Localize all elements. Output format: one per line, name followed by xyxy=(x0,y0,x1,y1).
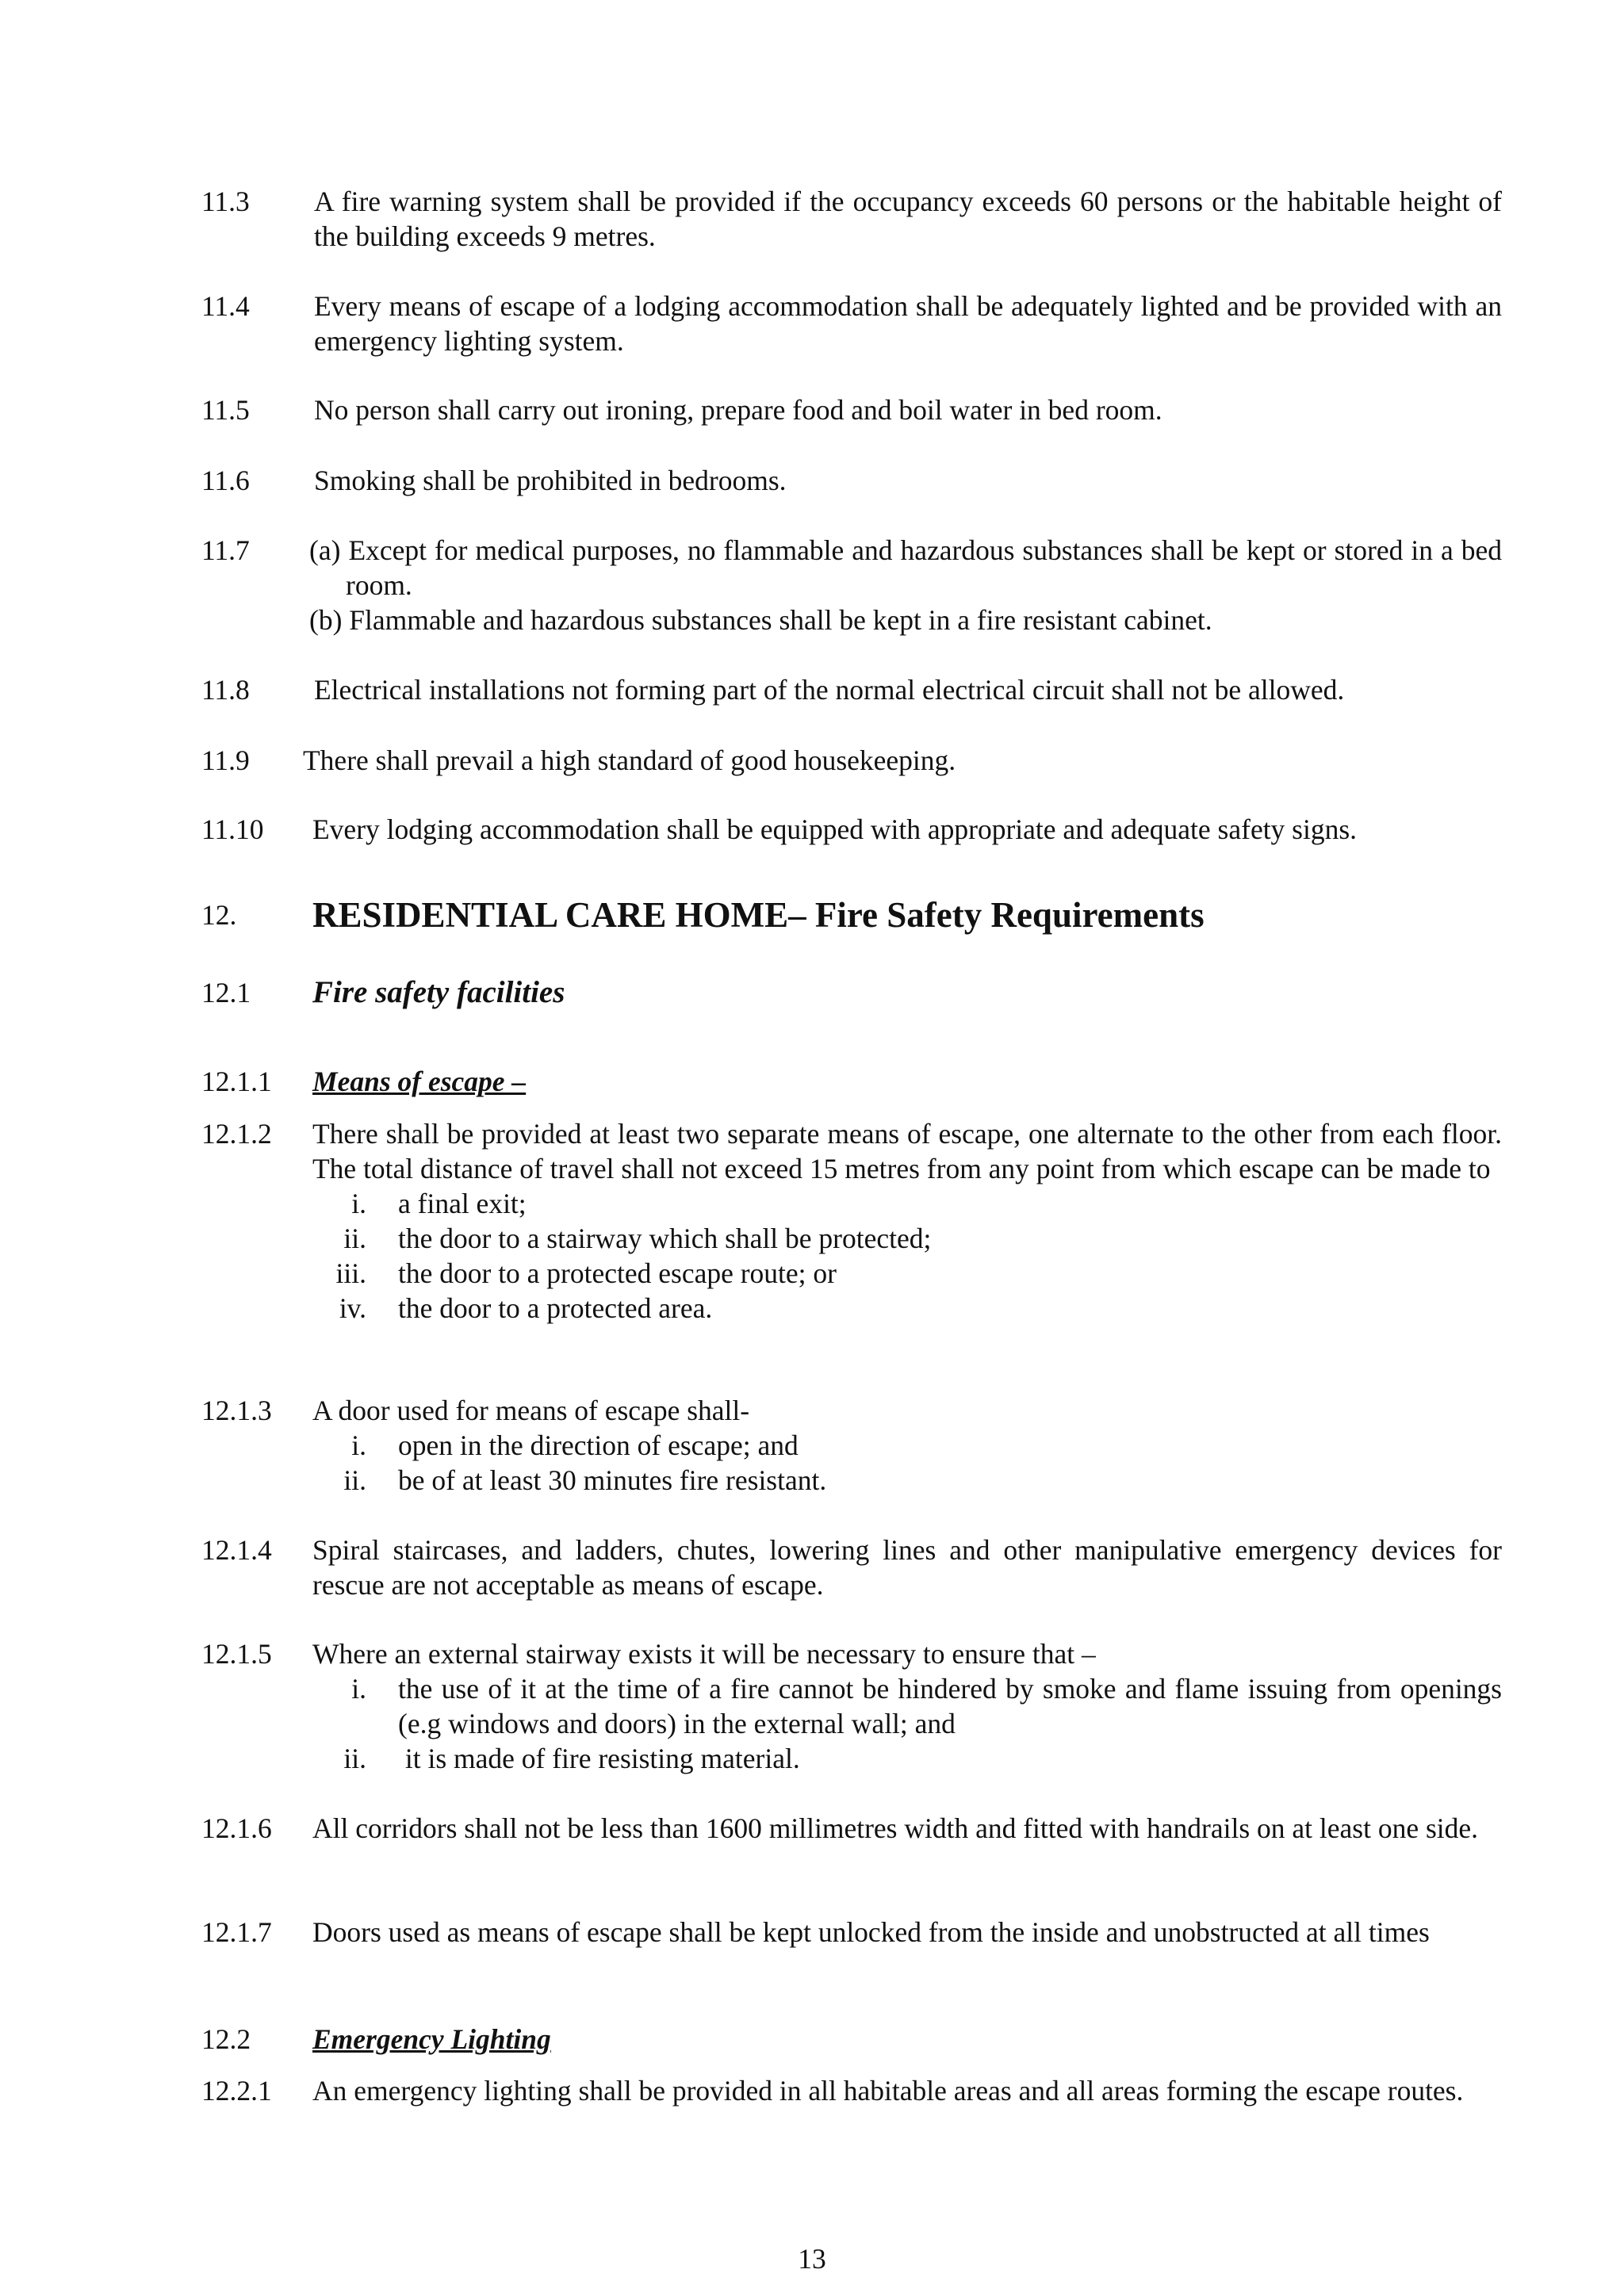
list-item xyxy=(312,1428,1502,1463)
list-numeral: i. xyxy=(351,1673,366,1705)
clause-number: 12.1.7 xyxy=(201,1916,272,1948)
clause-12-1-3 xyxy=(201,1393,1502,1498)
clause-text: There shall be provided at least two separate means of escape, one alternate to the other from each floor. The total distance of travel shall not exceed 15 metres from any point from which escape can be made to xyxy=(312,1118,1502,1184)
clause-12-1-7 xyxy=(201,1915,1502,1950)
clause-item-a xyxy=(309,533,1502,603)
clause-number: 11.6 xyxy=(201,465,250,496)
clause-number: 12.1.6 xyxy=(201,1812,272,1844)
clause-12-1-6 xyxy=(201,1811,1502,1846)
list-item xyxy=(312,1186,1502,1221)
clause-11-3 xyxy=(201,184,1502,254)
roman-list xyxy=(312,1186,1502,1326)
clause-12-1-2 xyxy=(201,1116,1502,1326)
list-numeral: iv. xyxy=(339,1292,366,1324)
clause-11-8 xyxy=(201,672,1502,707)
clause-number: 12.1.3 xyxy=(201,1395,272,1426)
clause-number: 12.1.5 xyxy=(201,1638,272,1670)
item-text: Except for medical purposes, no flammable and hazardous substances shall be kept or stored in a bed room. xyxy=(346,534,1503,601)
clause-number: 11.8 xyxy=(201,674,250,706)
list-item xyxy=(312,1671,1502,1741)
list-text: the door to a protected escape route; or xyxy=(398,1257,837,1289)
list-numeral: ii. xyxy=(343,1223,366,1254)
clause-number: 12.2.1 xyxy=(201,2075,272,2107)
clause-11-7 xyxy=(201,533,1502,637)
list-numeral: ii. xyxy=(343,1743,366,1774)
clause-item-b xyxy=(309,603,1502,637)
clause-text: A fire warning system shall be provided if the occupancy exceeds 60 persons or the habitable height of the building exceeds 9 metres. xyxy=(314,186,1502,252)
item-label: (b) xyxy=(309,604,343,636)
clause-text: Spiral staircases, and ladders, chutes, lowering lines and other manipulative emergency devices for rescue are not acceptable as means of escape. xyxy=(312,1534,1502,1601)
clause-text: A door used for means of escape shall- xyxy=(312,1395,750,1426)
clause-number: 11.7 xyxy=(201,534,250,566)
clause-text: All corridors shall not be less than 1600 millimetres width and fitted with handrails on at least one side. xyxy=(312,1812,1479,1844)
list-item xyxy=(312,1256,1502,1291)
page-number: 13 xyxy=(798,2243,826,2275)
clause-number: 11.4 xyxy=(201,290,250,322)
subsection-number: 12.1 xyxy=(201,977,251,1008)
list-item xyxy=(312,1463,1502,1498)
section-title: RESIDENTIAL CARE HOME– Fire Safety Requirements xyxy=(312,895,1205,935)
section-number: 12. xyxy=(201,899,237,931)
clause-title: Emergency Lighting xyxy=(312,2023,551,2055)
list-text: it is made of fire resisting material. xyxy=(398,1743,800,1774)
roman-list xyxy=(312,1428,1502,1498)
list-text: the door to a protected area. xyxy=(398,1292,713,1324)
clause-number: 12.1.1 xyxy=(201,1066,272,1097)
clause-number: 11.3 xyxy=(201,186,250,217)
clause-text: Smoking shall be prohibited in bedrooms. xyxy=(314,465,787,496)
clause-12-1-4 xyxy=(201,1533,1502,1602)
section-12-heading xyxy=(201,895,1502,935)
roman-list xyxy=(312,1671,1502,1776)
item-label: (a) xyxy=(309,534,341,566)
clause-text: Doors used as means of escape shall be kept unlocked from the inside and unobstructed at all times xyxy=(312,1916,1430,1948)
item-text: Flammable and hazardous substances shall be kept in a fire resistant cabinet. xyxy=(349,604,1212,636)
clause-text: An emergency lighting shall be provided in all habitable areas and all areas forming the escape routes. xyxy=(312,2075,1464,2107)
clause-number: 11.9 xyxy=(201,744,250,776)
list-text: be of at least 30 minutes fire resistant. xyxy=(398,1464,827,1496)
list-numeral: i. xyxy=(351,1429,366,1461)
clause-text: No person shall carry out ironing, prepare food and boil water in bed room. xyxy=(314,394,1162,426)
list-item xyxy=(312,1741,1502,1776)
list-text: the door to a stairway which shall be protected; xyxy=(398,1223,932,1254)
list-item xyxy=(312,1291,1502,1326)
clause-11-4 xyxy=(201,289,1502,358)
list-text: the use of it at the time of a fire cannot be hindered by smoke and flame issuing from openings (e.g windows and doors) in the external wall; and xyxy=(398,1673,1502,1739)
clause-number: 12.1.2 xyxy=(201,1118,272,1150)
list-text: a final exit; xyxy=(398,1188,527,1219)
clause-number: 11.5 xyxy=(201,394,250,426)
list-item xyxy=(312,1221,1502,1256)
list-numeral: ii. xyxy=(343,1464,366,1496)
clause-12-2-1 xyxy=(201,2073,1502,2108)
clause-number: 12.2 xyxy=(201,2023,251,2055)
clause-text: Every means of escape of a lodging accommodation shall be adequately lighted and be provided with an emergency lighting system. xyxy=(314,290,1502,357)
clause-title: Means of escape – xyxy=(312,1066,527,1097)
clause-number: 11.10 xyxy=(201,813,264,845)
list-text: open in the direction of escape; and xyxy=(398,1429,799,1461)
clause-12-2 xyxy=(201,2022,1502,2057)
subsection-title: Fire safety facilities xyxy=(312,975,565,1009)
clause-11-6 xyxy=(201,463,1502,498)
list-numeral: iii. xyxy=(335,1257,366,1289)
clause-12-1-1 xyxy=(201,1064,1502,1099)
clause-text: There shall prevail a high standard of good housekeeping. xyxy=(303,744,956,776)
clause-11-9 xyxy=(201,743,1502,778)
clause-text: Where an external stairway exists it will be necessary to ensure that – xyxy=(312,1638,1096,1670)
clause-text: Electrical installations not forming part of the normal electrical circuit shall not be allowed. xyxy=(314,674,1345,706)
list-numeral: i. xyxy=(351,1188,366,1219)
section-12-1-heading xyxy=(201,975,1502,1010)
clause-11-5 xyxy=(201,392,1502,427)
clause-text: Every lodging accommodation shall be equipped with appropriate and adequate safety signs. xyxy=(312,813,1358,845)
clause-12-1-5 xyxy=(201,1636,1502,1776)
clause-11-10 xyxy=(201,812,1502,847)
clause-number: 12.1.4 xyxy=(201,1534,272,1566)
